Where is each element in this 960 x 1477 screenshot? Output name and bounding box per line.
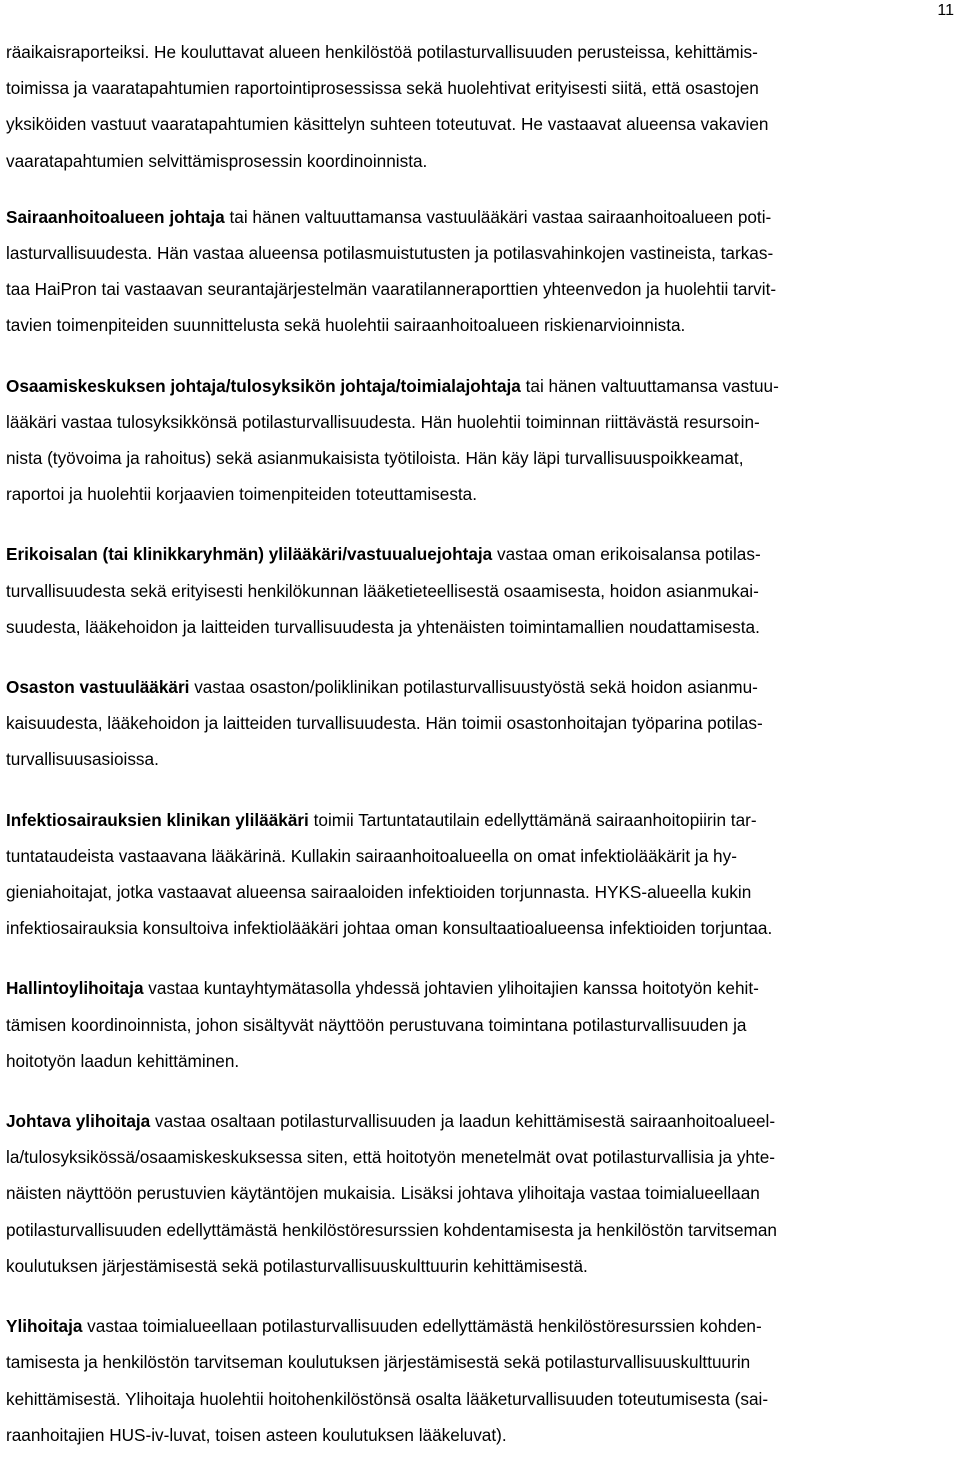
text-line: toimissa ja vaaratapahtumien raportointiprosessissa sekä huolehtivat erityisesti siitä, että osastojen xyxy=(6,78,759,99)
text-line: lääkäri vastaa tulosyksikkönsä potilasturvallisuudesta. Hän huolehtii toiminnan riittävästä resursoin- xyxy=(6,411,760,432)
text-line: tuntataudeista vastaavana lääkärinä. Kullakin sairaanhoitoalueella on omat infektiolääkärit ja hy- xyxy=(6,845,737,866)
text-line: tavien toimenpiteiden suunnittelusta sekä huolehtii sairaanhoitoalueen riskienarvioinnista. xyxy=(6,315,686,336)
text-run: vastaa osaltaan potilasturvallisuuden ja laadun kehittämisestä sairaanhoitoalueel- xyxy=(150,1111,776,1132)
text-line xyxy=(6,368,956,404)
text-line: räaikaisraporteiksi. He kouluttavat alueen henkilöstöä potilasturvallisuuden perusteissa, kehittämis- xyxy=(6,42,758,62)
text-line: lasturvallisuudesta. Hän vastaa alueensa potilasmuistutusten ja potilasvahinkojen vastineista, tarkas- xyxy=(6,243,774,264)
text-line: koulutuksen järjestämisestä sekä potilasturvallisuuskulttuurin kehittämisestä. xyxy=(6,1255,588,1276)
text-line xyxy=(6,1103,956,1139)
text-run: tai hänen valtuuttamansa vastuulääkäri vastaa sairaanhoitoalueen poti- xyxy=(224,206,772,227)
paragraph-continuation xyxy=(6,34,956,179)
role-term: Ylihoitaja xyxy=(6,1316,83,1337)
role-term: Johtava ylihoitaja xyxy=(6,1111,151,1132)
paragraph-hallintoylihoitaja xyxy=(6,970,956,1079)
text-line xyxy=(6,1308,956,1344)
text-line: nista (työvoima ja rahoitus) sekä asianmukaisista työtiloista. Hän käy läpi turvallisuuspoikkeamat, xyxy=(6,448,744,469)
page-number: 11 xyxy=(937,2,954,19)
text-line xyxy=(6,802,956,838)
text-run: vastaa osaston/poliklinikan potilasturvallisuustyöstä sekä hoidon asianmu- xyxy=(189,677,758,698)
text-line: kaisuudesta, lääkehoidon ja laitteiden turvallisuudesta. Hän toimii osastonhoitajan työparina potilas- xyxy=(6,713,763,734)
text-line: gieniahoitajat, jotka vastaavat alueensa sairaaloiden infektioiden torjunnasta. HYKS-alueella kukin xyxy=(6,882,752,903)
text-line xyxy=(6,970,956,1006)
paragraph-sairaanhoitoalueen-johtaja xyxy=(6,199,956,344)
text-run: toimii Tartuntatautilain edellyttämänä sairaanhoitopiirin tar- xyxy=(308,809,757,830)
text-line: infektiosairauksia konsultoiva infektiolääkäri johtaa oman konsultaatioalueensa infektioiden torjuntaa. xyxy=(6,918,773,939)
role-term: Osaamiskeskuksen johtaja/tulosyksikön johtaja/toimialajohtaja xyxy=(6,375,521,396)
text-line: turvallisuudesta sekä erityisesti henkilökunnan lääketieteellisestä osaamisesta, hoidon asianmukai- xyxy=(6,580,759,601)
text-line: tamisesta ja henkilöstön tarvitseman koulutuksen järjestämisestä sekä potilasturvallisuuskulttuurin xyxy=(6,1352,751,1373)
document-body xyxy=(6,34,956,1477)
paragraph-infektiosairauksien-ylilaakari xyxy=(6,802,956,947)
role-term: Infektiosairauksien klinikan ylilääkäri xyxy=(6,809,309,830)
text-line: yksiköiden vastuut vaaratapahtumien käsittelyn suhteen toteutuvat. He vastaavat alueensa vakavien xyxy=(6,114,769,135)
paragraph-osaston-vastuulaakari xyxy=(6,669,956,778)
text-line: potilasturvallisuuden edellyttämästä henkilöstöresurssien kohdentamisesta ja henkilöstön tarvitseman xyxy=(6,1219,777,1240)
text-line xyxy=(6,669,956,705)
text-line: raanhoitajien HUS-iv-luvat, toisen asteen koulutuksen lääkeluvat). xyxy=(6,1424,507,1445)
paragraph-johtava-ylihoitaja xyxy=(6,1103,956,1284)
text-line: vaaratapahtumien selvittämisprosessin koordinoinnista. xyxy=(6,150,428,171)
text-line: la/tulosyksikössä/osaamiskeskuksessa siten, että hoitotyön menetelmät ovat potilasturvallisia ja yhte- xyxy=(6,1147,776,1168)
text-run: vastaa oman erikoisalansa potilas- xyxy=(492,544,761,565)
text-line: näisten näyttöön perustuvien käytäntöjen mukaisia. Lisäksi johtava ylihoitaja vastaa toimialueellaan xyxy=(6,1183,760,1204)
text-run: vastaa toimialueellaan potilasturvallisuuden edellyttämästä henkilöstöresurssien kohden- xyxy=(82,1316,762,1337)
text-line xyxy=(6,536,956,572)
text-line xyxy=(6,199,956,235)
paragraph-osaamiskeskuksen-johtaja xyxy=(6,368,956,513)
text-line: hoitotyön laadun kehittäminen. xyxy=(6,1050,240,1071)
paragraph-ylihoitaja xyxy=(6,1308,956,1453)
role-term: Sairaanhoitoalueen johtaja xyxy=(6,206,225,227)
text-line: taa HaiPron tai vastaavan seurantajärjestelmän vaaratilanneraporttien yhteenvedon ja huolehtii tarvit- xyxy=(6,279,777,300)
role-term: Hallintoylihoitaja xyxy=(6,978,144,999)
text-run: vastaa kuntayhtymätasolla yhdessä johtavien ylihoitajien kanssa hoitotyön kehit- xyxy=(143,978,759,999)
text-line: suudesta, lääkehoidon ja laitteiden turvallisuudesta ja yhtenäisten toimintamallien noudattamisesta. xyxy=(6,616,760,637)
text-line: tämisen koordinoinnista, johon sisältyvät näyttöön perustuvana toimintana potilasturvallisuuden ja xyxy=(6,1014,747,1035)
text-line: turvallisuusasioissa. xyxy=(6,749,159,770)
text-line: raportoi ja huolehtii korjaavien toimenpiteiden toteuttamisesta. xyxy=(6,484,478,505)
paragraph-erikoisalan-ylilaakari xyxy=(6,536,956,645)
role-term: Erikoisalan (tai klinikkaryhmän) ylilääkäri/vastuualuejohtaja xyxy=(6,544,493,565)
role-term: Osaston vastuulääkäri xyxy=(6,677,190,698)
text-run: tai hänen valtuuttamansa vastuu- xyxy=(520,375,779,396)
text-line: kehittämisestä. Ylihoitaja huolehtii hoitohenkilöstönsä osalta lääketurvallisuuden toteutumisesta (sai- xyxy=(6,1388,769,1409)
